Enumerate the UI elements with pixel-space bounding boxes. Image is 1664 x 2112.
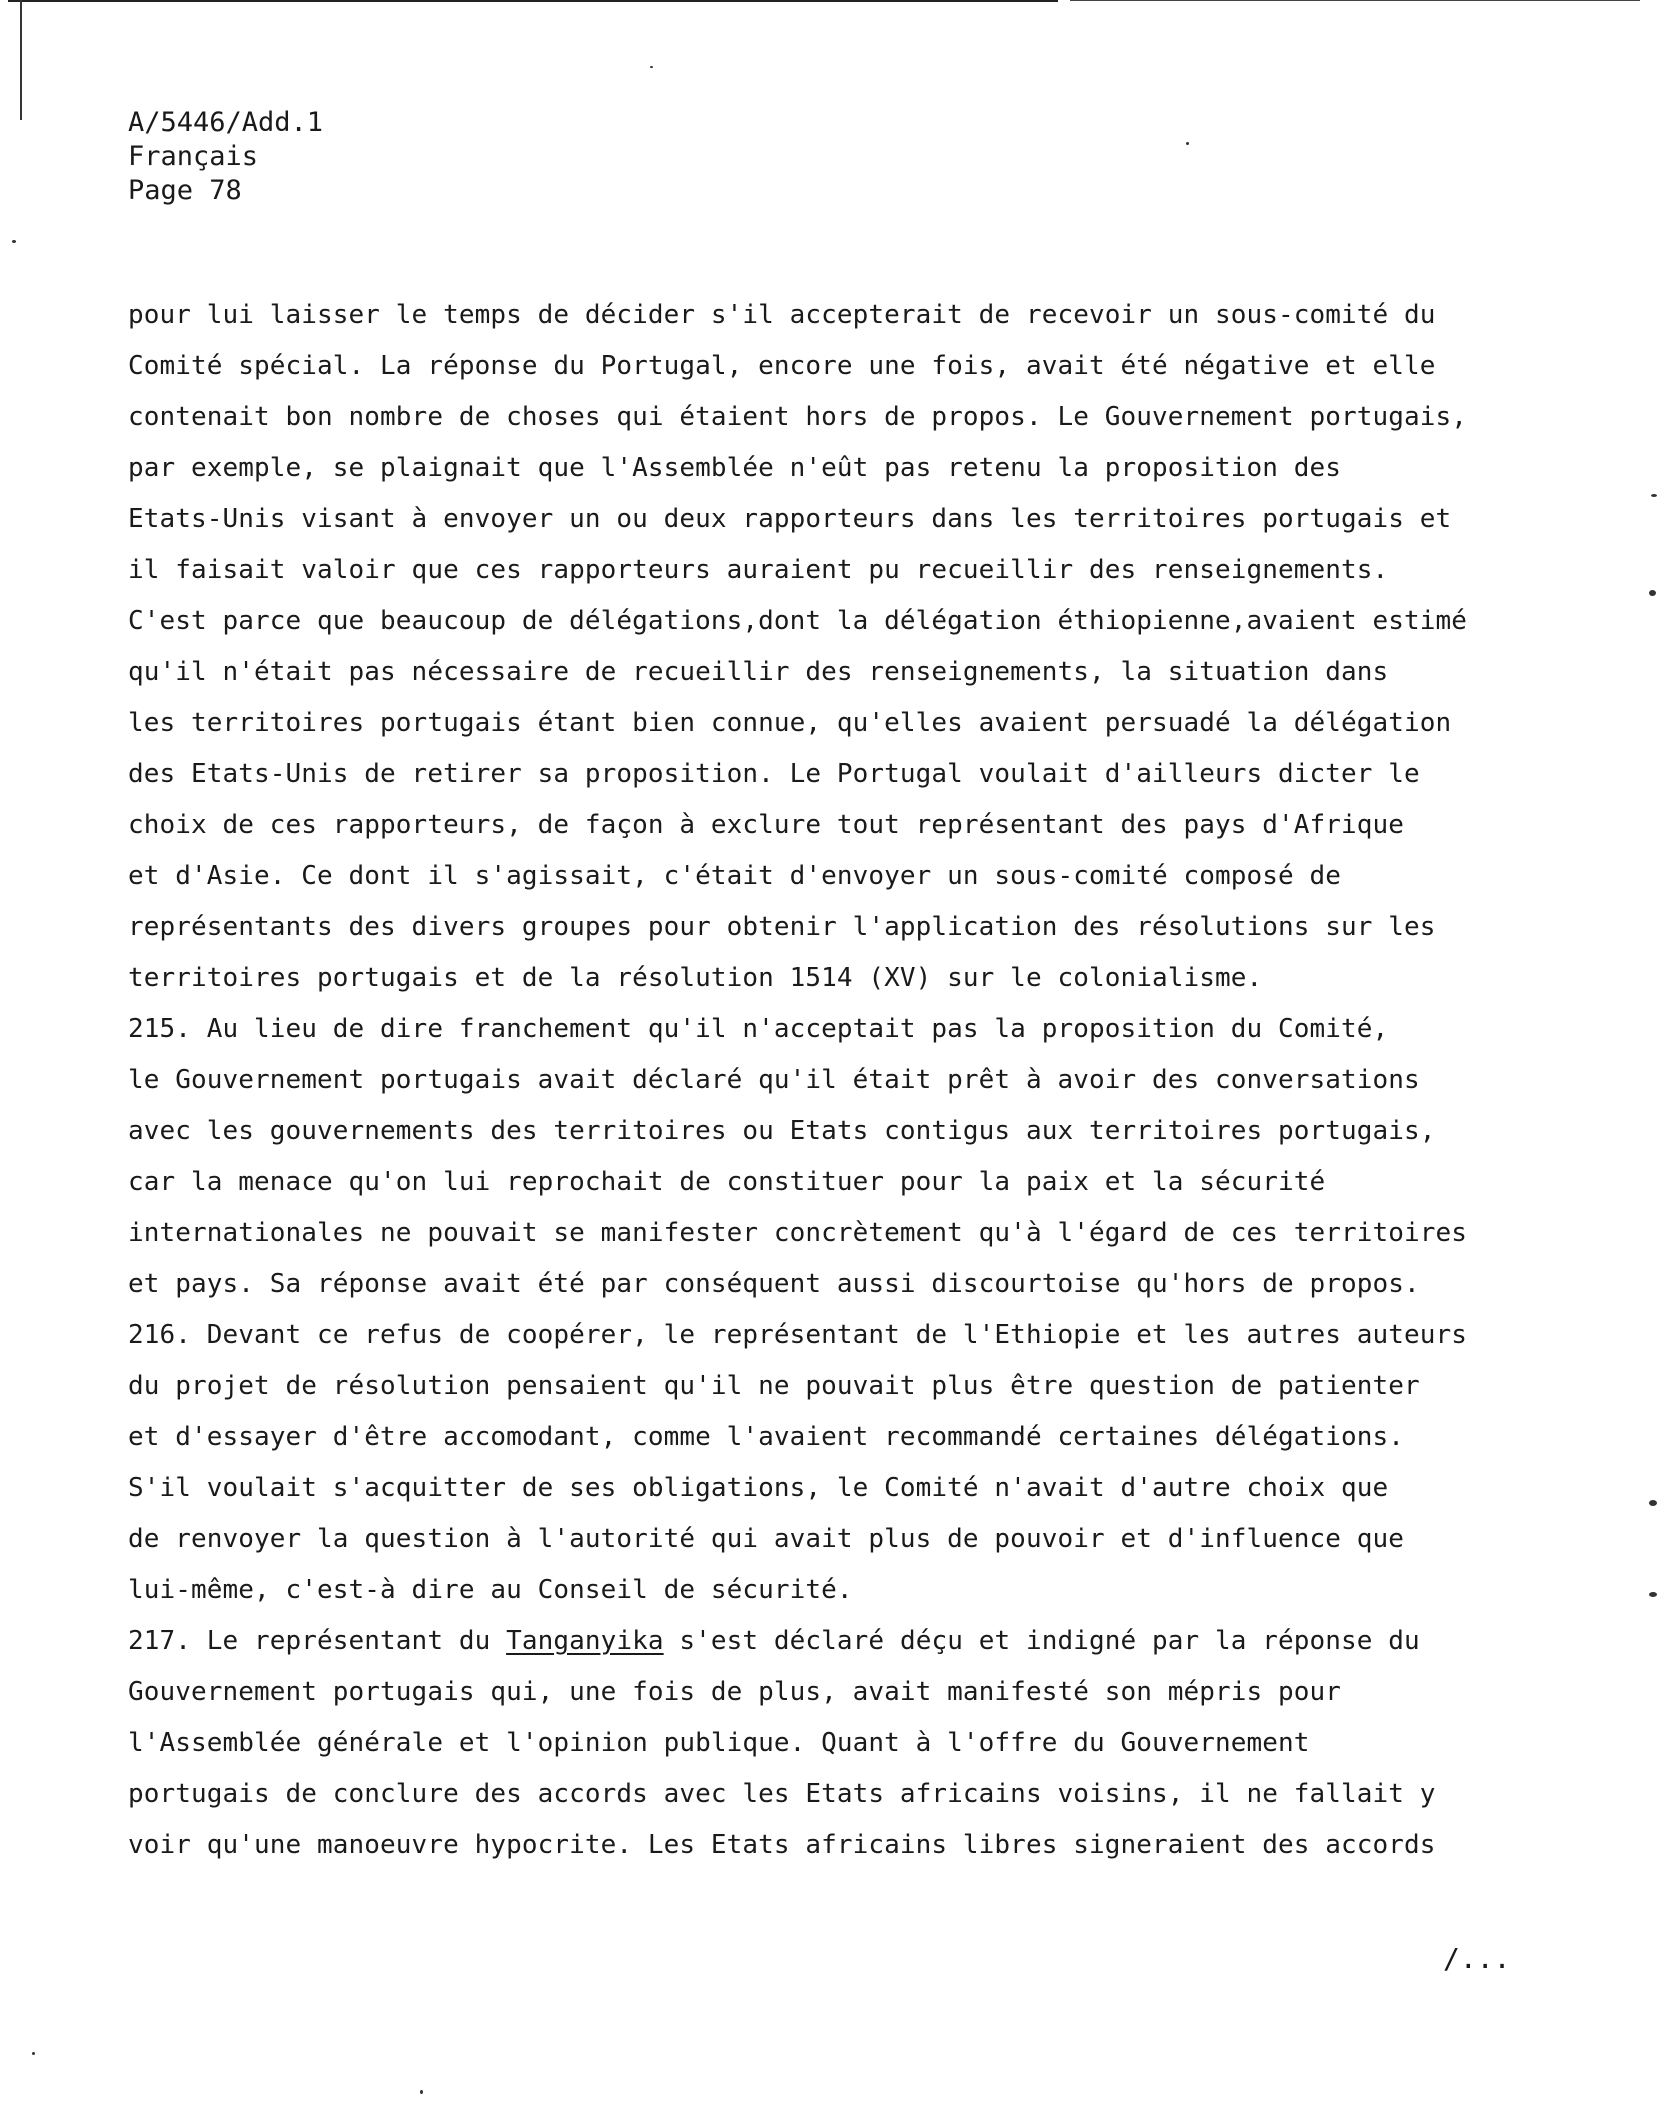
paragraph-217-start bbox=[128, 1616, 1548, 1667]
text-line: car la menace qu'on lui reprochait de constituer pour la paix et la sécurité bbox=[128, 1167, 1326, 1197]
text-line: pour lui laisser le temps de décider s'il accepterait de recevoir un sous-comité du bbox=[128, 300, 1436, 330]
text-line: du projet de résolution pensaient qu'il ne pouvait plus être question de patienter bbox=[128, 1371, 1420, 1401]
text-segment: 217. Le représentant du bbox=[128, 1626, 507, 1656]
text-line: des Etats-Unis de retirer sa proposition. Le Portugal voulait d'ailleurs dicter le bbox=[128, 759, 1420, 789]
scan-speck bbox=[420, 2090, 423, 2094]
text-line: voir qu'une manoeuvre hypocrite. Les Etats africains libres signeraient des accords bbox=[128, 1830, 1436, 1860]
text-line: avec les gouvernements des territoires ou Etats contigus aux territoires portugais, bbox=[128, 1116, 1436, 1146]
underlined-country-name: Tanganyika bbox=[506, 1626, 664, 1656]
paragraph-215-start: 215. Au lieu de dire franchement qu'il n'acceptait pas la proposition du Comité, bbox=[128, 1014, 1389, 1044]
text-line: C'est parce que beaucoup de délégations,dont la délégation éthiopienne,avaient estimé bbox=[128, 606, 1468, 636]
text-line: contenait bon nombre de choses qui étaient hors de propos. Le Gouvernement portugais, bbox=[128, 402, 1468, 432]
text-line: l'Assemblée générale et l'opinion publique. Quant à l'offre du Gouvernement bbox=[128, 1728, 1310, 1758]
scan-speck bbox=[12, 240, 16, 243]
text-line: il faisait valoir que ces rapporteurs auraient pu recueillir des renseignements. bbox=[128, 555, 1389, 585]
text-line: lui-même, c'est-à dire au Conseil de sécurité. bbox=[128, 1575, 853, 1605]
paragraph-216-start: 216. Devant ce refus de coopérer, le représentant de l'Ethiopie et les autres auteurs bbox=[128, 1320, 1468, 1350]
text-segment: s'est déclaré déçu et indigné par la réponse du bbox=[663, 1626, 1420, 1656]
text-line: choix de ces rapporteurs, de façon à exclure tout représentant des pays d'Afrique bbox=[128, 810, 1405, 840]
scan-speck bbox=[1649, 1500, 1657, 1506]
document-symbol: A/5446/Add.1 bbox=[128, 107, 324, 138]
continuation-marker: /... bbox=[1443, 1942, 1511, 1975]
text-line: Comité spécial. La réponse du Portugal, encore une fois, avait été négative et elle bbox=[128, 351, 1436, 381]
text-line: et d'essayer d'être accomodant, comme l'avaient recommandé certaines délégations. bbox=[128, 1422, 1405, 1452]
scan-speck bbox=[1186, 142, 1189, 145]
document-language: Français bbox=[128, 141, 259, 172]
text-line: et pays. Sa réponse avait été par conséquent aussi discourtoise qu'hors de propos. bbox=[128, 1269, 1420, 1299]
text-line: Gouvernement portugais qui, une fois de plus, avait manifesté son mépris pour bbox=[128, 1677, 1342, 1707]
scan-edge-line bbox=[20, 0, 22, 120]
text-line: le Gouvernement portugais avait déclaré qu'il était prêt à avoir des conversations bbox=[128, 1065, 1420, 1095]
scan-speck bbox=[1649, 1592, 1657, 1597]
scan-edge-line bbox=[8, 0, 1058, 2]
scan-speck bbox=[1651, 494, 1657, 497]
document-body bbox=[128, 290, 1548, 1871]
document-header bbox=[128, 106, 323, 208]
text-line: Etats-Unis visant à envoyer un ou deux rapporteurs dans les territoires portugais et bbox=[128, 504, 1452, 534]
text-line: et d'Asie. Ce dont il s'agissait, c'était d'envoyer un sous-comité composé de bbox=[128, 861, 1342, 891]
text-line: les territoires portugais étant bien connue, qu'elles avaient persuadé la délégation bbox=[128, 708, 1452, 738]
text-line: par exemple, se plaignait que l'Assemblée n'eût pas retenu la proposition des bbox=[128, 453, 1342, 483]
text-line: de renvoyer la question à l'autorité qui avait plus de pouvoir et d'influence que bbox=[128, 1524, 1405, 1554]
scan-speck bbox=[650, 66, 653, 68]
text-line: représentants des divers groupes pour obtenir l'application des résolutions sur les bbox=[128, 912, 1436, 942]
text-line: qu'il n'était pas nécessaire de recueillir des renseignements, la situation dans bbox=[128, 657, 1389, 687]
page-number: Page 78 bbox=[128, 175, 242, 206]
text-line: internationales ne pouvait se manifester concrètement qu'à l'égard de ces territoires bbox=[128, 1218, 1468, 1248]
scan-edge-line bbox=[1070, 0, 1640, 1]
text-line: portugais de conclure des accords avec les Etats africains voisins, il ne fallait y bbox=[128, 1779, 1436, 1809]
text-line: S'il voulait s'acquitter de ses obligations, le Comité n'avait d'autre choix que bbox=[128, 1473, 1389, 1503]
scan-speck bbox=[1649, 590, 1656, 596]
scan-speck bbox=[32, 2052, 35, 2055]
text-line: territoires portugais et de la résolution 1514 (XV) sur le colonialisme. bbox=[128, 963, 1263, 993]
